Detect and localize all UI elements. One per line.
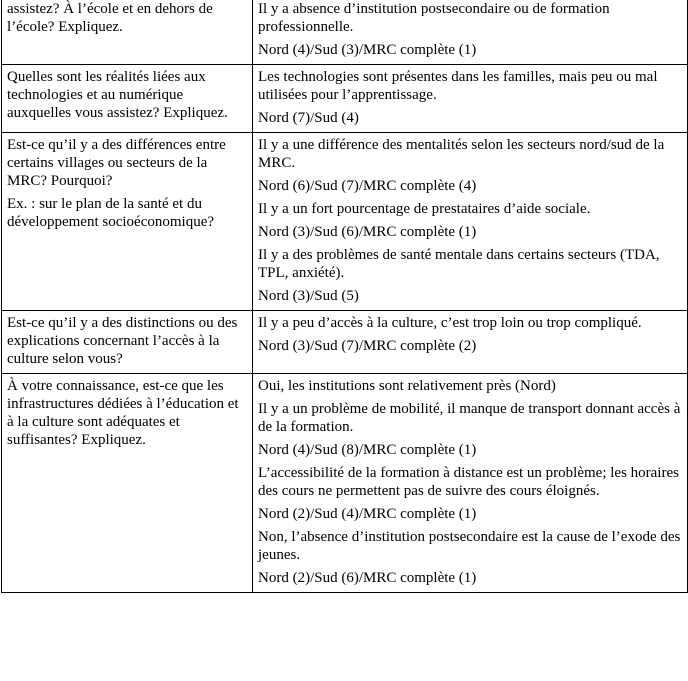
question-cell (2, 65, 253, 133)
table-row (2, 0, 688, 65)
table-row (2, 133, 688, 311)
answer-text: Il y a absence d’institution postsecondaire ou de formation professionnelle. (258, 1, 610, 35)
question-example: Ex. : sur le plan de la santé et du développement socioéconomique? (7, 196, 215, 230)
question-text: À votre connaissance, est-ce que les infrastructures dédiées à l’éducation et à la culture sont adéquates et suffisantes? Expliquez. (7, 378, 239, 448)
answer-count: Nord (3)/Sud (6)/MRC complète (1) (258, 224, 477, 240)
answer-count: Nord (4)/Sud (3)/MRC complète (1) (258, 42, 477, 58)
question-text: Est-ce qu’il y a des distinctions ou des explications concernant l’accès à la culture selon vous? (7, 315, 238, 367)
table-row (2, 65, 688, 133)
answer-cell (253, 133, 688, 311)
question-text: Est-ce qu’il y a des différences entre certains villages ou secteurs de la MRC? Pourquoi? (7, 137, 226, 189)
answer-text: L’accessibilité de la formation à distance est un problème; les horaires des cours ne permettent pas de suivre des cours éloignés. (258, 465, 679, 499)
answer-count: Nord (3)/Sud (7)/MRC complète (2) (258, 338, 477, 354)
question-cell (2, 311, 253, 374)
answer-count: Nord (6)/Sud (7)/MRC complète (4) (258, 178, 477, 194)
answer-count: Nord (4)/Sud (8)/MRC complète (1) (258, 442, 477, 458)
table-row (2, 311, 688, 374)
answer-count: Nord (2)/Sud (6)/MRC complète (1) (258, 570, 477, 586)
answer-text: Il y a des problèmes de santé mentale dans certains secteurs (TDA, TPL, anxiété). (258, 247, 660, 281)
answer-count: Nord (3)/Sud (5) (258, 288, 359, 304)
answer-text: Il y a un problème de mobilité, il manque de transport donnant accès à de la formation. (258, 401, 681, 435)
question-cell (2, 374, 253, 593)
answer-cell (253, 65, 688, 133)
answer-cell (253, 0, 688, 65)
answer-text: Oui, les institutions sont relativement près (Nord) (258, 378, 556, 394)
answer-cell (253, 311, 688, 374)
answer-text: Non, l’absence d’institution postsecondaire est la cause de l’exode des jeunes. (258, 529, 681, 563)
answer-text: Les technologies sont présentes dans les familles, mais peu ou mal utilisées pour l’apprentissage. (258, 69, 658, 103)
question-cell (2, 0, 253, 65)
question-text: Quelles sont les réalités liées aux technologies et au numérique auxquelles vous assistez? Expliquez. (7, 69, 228, 121)
table-row (2, 374, 688, 593)
answer-text: Il y a une différence des mentalités selon les secteurs nord/sud de la MRC. (258, 137, 665, 171)
question-text: assistez? À l’école et en dehors de l’école? Expliquez. (7, 1, 213, 35)
answer-count: Nord (7)/Sud (4) (258, 110, 359, 126)
question-cell (2, 133, 253, 311)
survey-table (1, 0, 688, 593)
answer-cell (253, 374, 688, 593)
answer-text: Il y a un fort pourcentage de prestataires d’aide sociale. (258, 201, 591, 217)
answer-count: Nord (2)/Sud (4)/MRC complète (1) (258, 506, 477, 522)
answer-text: Il y a peu d’accès à la culture, c’est trop loin ou trop compliqué. (258, 315, 642, 331)
